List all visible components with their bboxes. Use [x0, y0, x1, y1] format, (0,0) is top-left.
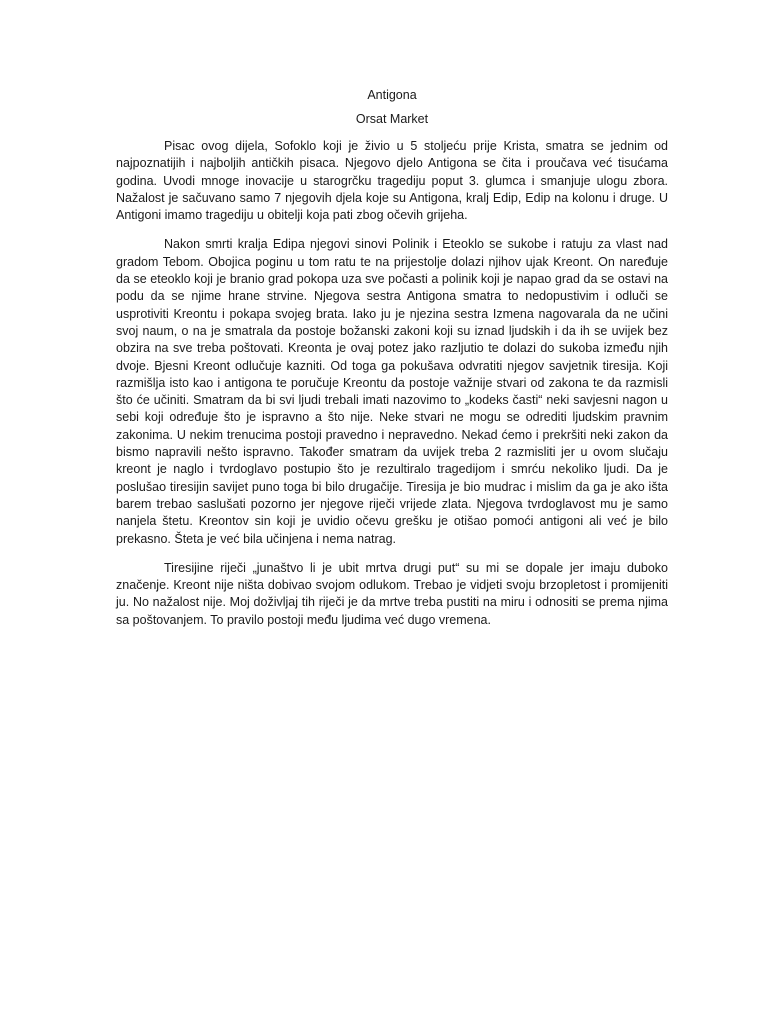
document-title: Antigona: [367, 88, 417, 102]
paragraph-plot: Nakon smrti kralja Edipa njegovi sinovi Polinik i Eteoklo se sukobe i ratuju za vlast nad gradom Tebom. Obojica poginu u tom ratu te na prijestolje dolazi njihov ujak Kreont. On naređuje da se eteoklo koji je branio grad pokopa uza sve počasti a polinik koji je napao grad da se ostavi na podu da se njime hrane strvine. Njegova sestra Antigona smatra to nedopustivim i odluči se usprotiviti Kreontu i pokapa svojeg brata. Iako ju je njezina sestra Izmena nagovarala da ne učini svoj naum, o na je smatrala da postoje božanski zakoni koji su iznad ljudskih i da ih se uvijek bez obzira na sve treba poštovati. Kreonta je ovaj potez jako razljutio te dolazi do sukoba između njih dvoje. Bjesni Kreont odlučuje kazniti. Od toga ga pokušava odvratiti njegov savjetnik tiresija. Koji razmišlja isto kao i antigona te poručuje Kreontu da postoje važnije stvari od zakona te da razmisli što će učiniti. Smatram da bi svi ljudi trebali imati nazovimo to „kodeks časti“ neki savjesni nagon u sebi koji određuje što je ispravno a što nije. Neke stvari ne mogu se odrediti ljudskim pravnim zakonima. U nekim trenucima postoji pravedno i nepravedno. Nekad ćemo i prekršiti neki zakon da bismo napravili nešto ispravno. Također smatram da uvijek treba 2 razmisliti jer u ovom slučaju kreont je naglo i tvrdoglavo postupio što je rezultiralo tragedijom i smrću nekoliko ljudi. Da je poslušao tiresijin savijet puno toga bi bilo drugačije. Tiresija je bio mudrac i mislim da ga je ako išta barem trebao saslušati pozorno jer njegove riječi vrijede zlata. Njegova tvrdoglavost mu je samo nanjela štetu. Kreontov sin koji je uvidio očevu grešku je otišao pomoći antigoni ali već je bilo prekasno. Šteta je već bila učinjena i nema natrag.: [116, 237, 668, 546]
document-author: Orsat Market: [355, 112, 429, 126]
paragraph-intro: Pisac ovog dijela, Sofoklo koji je živio u 5 stoljeću prije Krista, smatra se jednim od najpoznatijih i najboljih antičkih pisaca. Njegovo djelo Antigona se čita i proučava već tisućama godina. Uvodi mnoge inovacije u starogrčku tragediju poput 3. glumca i smanjuje ulogu zbora. Nažalost je sačuvano samo 7 njegovih djela koje su Antigona, kralj Edip, Edip na kolonu i druge. U Antigoni imamo tragediju u obitelji koja pati zbog očevih grijeha.: [116, 139, 668, 223]
document-body: [116, 86, 668, 641]
paragraph-conclusion: Tiresijine riječi „junaštvo li je ubit mrtva drugi put“ su mi se dopale jer imaju duboko značenje. Kreont nije ništa dobivao svojom odlukom. Trebao je vidjeti svoju brzopletost i promijeniti ju. No nažalost nije. Moj doživljaj tih riječi je da mrtve treba pustiti na miru i odnositi se prema njima sa poštovanjem. To pravilo postoji među ljudima već dugo vremena.: [116, 560, 668, 627]
